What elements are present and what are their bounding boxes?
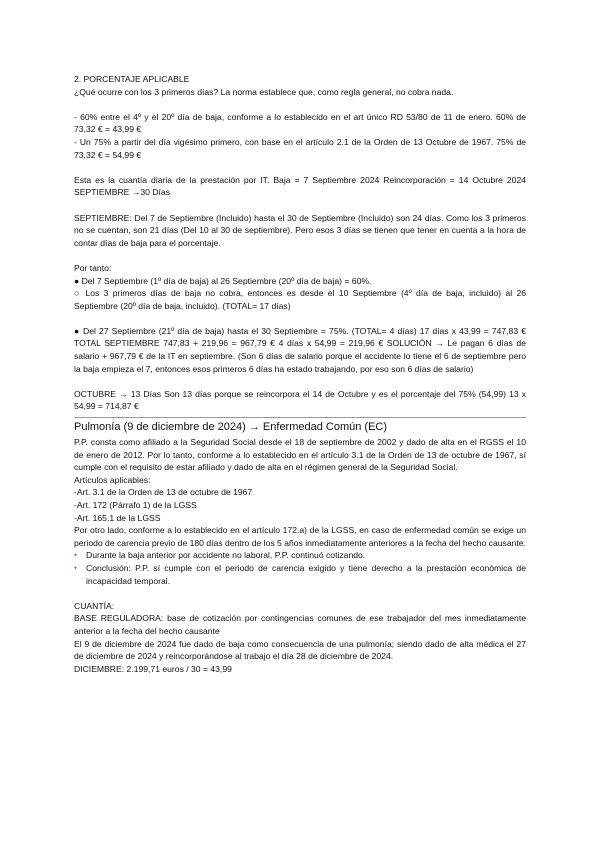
- paragraph-therefore-label: Por tanto:: [74, 262, 112, 273]
- paragraph-other-side: Por otro lado, conforme a lo establecido en el artículo 172.a) de la LGSS, en caso de enfermedad común se exige un periodo de carencia previo de 180 días dentro de los 5 años inmediatamente anteriores a la fecha del hecho causante.: [74, 525, 526, 548]
- divider: [74, 417, 526, 418]
- paragraph-therefore-3: ● Del 27 Septiembre (21º día de baja) hasta el 30 Septiembre = 75%. (TOTAL= 4 días) 17 días x 43,99 = 747,83 € TOTAL SEPTIEMBRE 747,83 + 219,96 = 967,79 € 4 días x 54,99 = 219,96 € SOLUCIÓN → Le pagan 6 días de salario + 967,79 € de la IT en septiembre. (Son 6 días de salario porque el accidente lo tiene el 6 de septiembre pero la baja empieza el 7, entonces esos primeros 6 días ha estado trabajando, por eso son 6 días de salario): [74, 325, 526, 374]
- bullet-text: Conclusión: P.P. sí cumple con el periodo de carencia exigido y tiene derecho a la prestación económica de incapacidad temporal.: [86, 562, 526, 586]
- article-item: -Art. 165.1 de la LGSS: [74, 512, 161, 523]
- bullet-text: Durante la baja anterior por accidente no laboral, P.P. continuó cotizando.: [86, 550, 366, 561]
- paragraph-therefore-2: ○ Los 3 primeros días de baja no cobra, entonces es desde el 10 Septiembre (4º día de baja, incluido) al 26 Septiembre (20º día de baja, incluido). (TOTAL= 17 días): [74, 288, 526, 311]
- paragraph-december: DICIEMBRE: 2.199,71 euros / 30 = 43,99: [74, 663, 232, 674]
- paragraph-september: SEPTIEMBRE: Del 7 de Septiembre (Incluido) hasta el 30 de Septiembre (Incluido) son 24 días. Como los 3 primeros no se cuentan, son 21 días (Del 10 al 30 de septiembre). Pero esos 3 días se tienen que tener en cuenta a la hora de contar días de baja para el porcentaje.: [74, 212, 526, 248]
- paragraph-intro: P.P. consta como afiliado a la Seguridad Social desde el 18 de septiembre de 2002 y dado de alta en el RGSS el 10 de enero de 2012. Por lo tanto, conforme a lo establecido en el artículo 3.1 de la Orden de 13 de octubre de 1967, sí cumple con el requisito de estar afiliado y dado de alta en el régimen general de la Seguridad Social.: [74, 437, 526, 473]
- paragraph-daily-amount: Esta es la cuantía diaria de la prestación por IT. Baja = 7 Septiembre 2024 Reincorporación = 14 Octubre 2024 SEPTIEMBRE →30 Días: [74, 174, 526, 198]
- section-heading-pulmonia: Pulmonía (9 de diciembre de 2024) → Enfermedad Común (EC): [74, 421, 388, 434]
- paragraph-dates: El 9 de diciembre de 2024 fue dado de baja como consecuencia de una pulmonía; siendo dado de alta médica el 27 de diciembre de 2024 y reincorporándose al trabajo el día 28 de diciembre de 2024.: [74, 638, 526, 662]
- paragraph-question: ¿Qué ocurre con los 3 primeros días? La norma establece que, como regla general, no cobra nada.: [74, 86, 454, 97]
- paragraph-therefore-1: ● Del 7 Septiembre (1º día de baja) al 26 Septiembre (20º día de baja) = 60%.: [74, 275, 372, 286]
- paragraph-base-reguladora: BASE REGULADORA: base de cotización por contingencias comunes de ese trabajador del mes inmediatamente anterior a la fecha del hecho causante: [74, 613, 526, 636]
- bullet-item: [74, 549, 526, 562]
- paragraph-rule-60: - 60% entre el 4º y el 20º día de baja, conforme a lo establecido en el art único RD 53/80 de 11 de enero. 60% de 73,32 € = 43,99 €: [74, 111, 526, 135]
- bullet-item: [74, 562, 526, 587]
- paragraph-rule-75: - Un 75% a partir del día vigésimo primero, con base en el artículo 2.1 de la Orden de 13 Octubre de 1967. 75% de 73,32 € = 54,99 €: [74, 136, 526, 160]
- paragraph-articles-label: Artículos aplicables:: [74, 474, 151, 485]
- article-item: -Art. 3.1 de la Orden de 13 de octubre de 1967: [74, 487, 253, 498]
- section-heading-cuantia: CUANTÍA:: [74, 600, 115, 611]
- document-content: [74, 73, 526, 675]
- diamond-bullet-icon: ⬩: [74, 562, 77, 572]
- diamond-bullet-icon: ⬩: [74, 550, 77, 560]
- section-heading-porcentaje: 2. PORCENTAJE APLICABLE: [74, 74, 190, 84]
- paragraph-october: OCTUBRE → 13 Días Son 13 días porque se reincorpora el 14 de Octubre y es el porcentaje del 75% (54,99) 13 x 54,99 = 714,87 €: [74, 388, 526, 412]
- article-item: -Art. 172 (Párrafo 1) de la LGSS: [74, 500, 197, 510]
